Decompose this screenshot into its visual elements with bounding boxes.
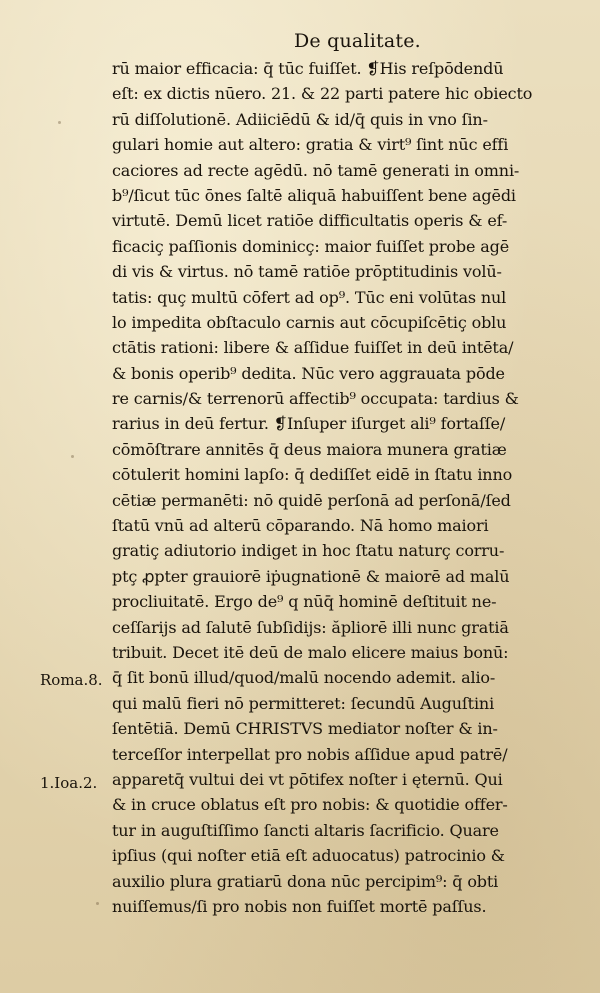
text-line: apparetq̄ vultui dei vt pōtifex noſter i ęternū. Qui xyxy=(112,769,503,789)
text-line: re carnis/& terrenorū affectib⁹ occupata: tardius & xyxy=(112,389,519,409)
text-line: nuiſſemus/ſi pro nobis non fuiſſet mortē paſſus. xyxy=(112,896,487,916)
text-line: & bonis operib⁹ dedita. Nūc vero aggrauata pōde xyxy=(112,363,505,383)
paper-fleck xyxy=(58,121,61,124)
text-line: ficaciç paſſionis dominicç: maior fuiſſet probe agē xyxy=(112,236,510,256)
margin-note-john: 1.Ioa.2. xyxy=(40,774,98,792)
text-line: procliuitatē. Ergo de⁹ q nūq̄ hominē deſtituit ne- xyxy=(112,592,497,612)
text-line: cōmōſtrare annitēs q̄ deus maiora munera gratiæ xyxy=(112,439,507,459)
paper-fleck xyxy=(96,902,99,905)
text-line: qui malū fieri nō permitteret: ſecundū Auguſtini xyxy=(112,693,495,713)
text-line: tribuit. Decet itē deū de malo elicere maius bonū: xyxy=(112,642,509,662)
text-line: ſentētiā. Demū CHRISTVS mediator noſter & in- xyxy=(112,719,498,739)
text-line: auxilio plura gratiarū dona nūc percipim⁹: q̄ obti xyxy=(112,871,499,891)
text-line: gulari homie aut altero: gratia & virt⁹ ſint nūc effi xyxy=(112,135,509,155)
text-line: virtutē. Demū licet ratiōe difficultatis operis & ef- xyxy=(112,211,508,231)
text-line: ſtatū vnū ad alterū cōparando. Nā homo maiori xyxy=(112,516,489,536)
text-line: terceſſor interpellat pro nobis aſſidue apud patrē/ xyxy=(112,744,508,764)
text-line: q̄ ſit bonū illud/quod/malū nocendo ademit. alio- xyxy=(112,668,496,688)
text-line: & in cruce oblatus eſt pro nobis: & quotidie offer- xyxy=(112,795,508,815)
text-line: cētiæ permanēti: nō quidē perſonā ad perſonā/ſed xyxy=(112,490,511,510)
text-line: tatis: quç multū cōfert ad op⁹. Tūc eni volūtas nul xyxy=(112,287,507,307)
text-line: ipſius (qui noſter etiā eſt aduocatus) patrocinio & xyxy=(112,846,505,866)
text-line: lo impedita obſtaculo carnis aut cōcupiſcētiç oblu xyxy=(112,312,507,332)
paper-fleck xyxy=(71,455,74,458)
text-line: di vis & virtus. nō tamē ratiōe prōptitudinis volū- xyxy=(112,262,502,282)
text-line: ceſſarijs ad ſalutē ſubſidijs: ăpliorē illi nunc gratiā xyxy=(112,617,509,637)
running-head: De qualitate. xyxy=(294,30,421,52)
text-line: caciores ad recte agēdū. nō tamē generati in omni- xyxy=(112,160,520,180)
text-line: ctātis rationi: libere & aſſidue fuiſſet in deū intēta/ xyxy=(112,338,514,358)
body-text xyxy=(112,56,587,919)
margin-note-romans: Roma.8. xyxy=(40,671,103,689)
text-line: gratiç adiutorio indiget in hoc ſtatu naturç corru- xyxy=(112,541,505,561)
text-line: tur in auguſtiſſimo ſancti altaris ſacrificio. Quare xyxy=(112,820,499,840)
text-line: b⁹/ſicut tūc ōnes ſaltē aliquā habuiſſent bene agēdi xyxy=(112,185,516,205)
text-line: cōtulerit homini lapſo: q̄ dediſſet eidē in ſtatu inno xyxy=(112,465,513,485)
text-line: ptç ꝓpter grauiorē iṗugnationē & maiorē ad malū xyxy=(112,566,510,586)
text-line: rū maior efficacia: q̄ tūc fuiſſet. ❡His reſpōdendū xyxy=(112,59,504,78)
text-line: rū diſſolutionē. Adiiciēdū & id/q̄ quis in vno ſin- xyxy=(112,109,488,129)
text-line: rarius in deū fertur. ❡Inſuper iſurget ali⁹ fortaſſe/ xyxy=(112,414,506,434)
text-line: eſt: ex dictis nūero. 21. & 22 parti patere hic obiecto xyxy=(112,84,533,104)
